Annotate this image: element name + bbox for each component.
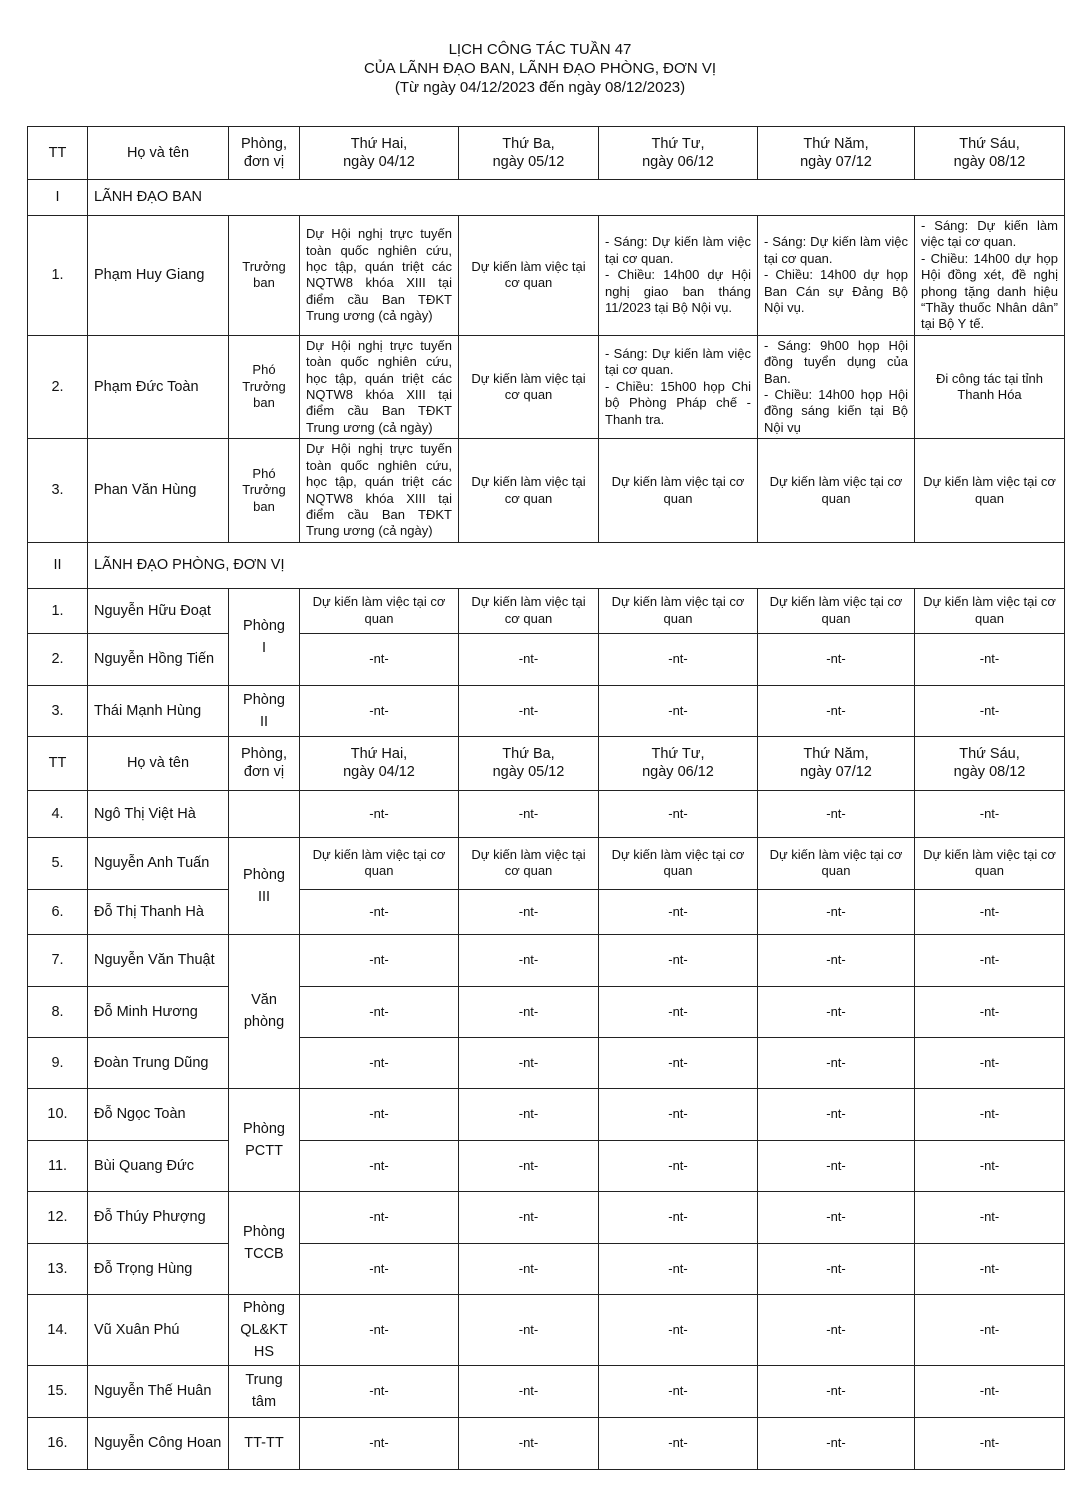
mon-schedule: -nt- (300, 790, 459, 837)
section-title: LÃNH ĐẠO PHÒNG, ĐƠN VỊ (88, 542, 1065, 588)
staff-row (28, 1417, 1065, 1469)
wed-schedule: -nt- (599, 1191, 758, 1243)
row-number: 6. (28, 889, 88, 934)
thu-schedule: -nt- (758, 1294, 915, 1365)
row-number: 1. (28, 216, 88, 336)
person-name: Đỗ Ngọc Toàn (88, 1088, 229, 1140)
tue-schedule: -nt- (459, 1191, 599, 1243)
staff-row (28, 1088, 1065, 1140)
mon-schedule: -nt- (300, 633, 459, 685)
thu-schedule: Dự kiến làm việc tại cơ quan (758, 588, 915, 633)
col-thu-header: Thứ Năm, ngày 07/12 (758, 127, 915, 180)
fri-schedule: -nt- (915, 1365, 1065, 1417)
fri-schedule: -nt- (915, 934, 1065, 986)
tue-schedule: Dự kiến làm việc tại cơ quan (459, 837, 599, 889)
staff-row (28, 790, 1065, 837)
staff-row (28, 1294, 1065, 1365)
person-name: Đỗ Minh Hương (88, 986, 229, 1037)
row-number: 13. (28, 1243, 88, 1294)
mon-schedule: -nt- (300, 934, 459, 986)
person-dept: Trung tâm (229, 1365, 300, 1417)
mon-schedule: Dự kiến làm việc tại cơ quan (300, 588, 459, 633)
thu-schedule: Dự kiến làm việc tại cơ quan (758, 439, 915, 542)
fri-schedule: Dự kiến làm việc tại cơ quan (915, 439, 1065, 542)
staff-row (28, 1365, 1065, 1417)
col-wed-header: Thứ Tư, ngày 06/12 (599, 127, 758, 180)
mon-schedule: -nt- (300, 1417, 459, 1469)
person-name: Đỗ Trọng Hùng (88, 1243, 229, 1294)
wed-schedule: -nt- (599, 934, 758, 986)
person-name: Bùi Quang Đức (88, 1140, 229, 1191)
row-number: 14. (28, 1294, 88, 1365)
tue-schedule: -nt- (459, 986, 599, 1037)
thu-schedule: -nt- (758, 1365, 915, 1417)
thu-schedule: -nt- (758, 685, 915, 736)
wed-schedule: - Sáng: Dự kiến làm việc tại cơ quan. - Chiều: 15h00 họp Chi bộ Phòng Pháp chế - Thanh tra. (599, 335, 758, 438)
wed-schedule: Dự kiến làm việc tại cơ quan (599, 439, 758, 542)
thu-schedule: -nt- (758, 1191, 915, 1243)
tue-schedule: -nt- (459, 1140, 599, 1191)
tue-schedule: -nt- (459, 1088, 599, 1140)
wed-schedule: -nt- (599, 790, 758, 837)
fri-schedule: -nt- (915, 889, 1065, 934)
staff-row (28, 588, 1065, 633)
mon-schedule: Dự Hội nghị trực tuyến toàn quốc nghiên cứu, học tập, quán triệt các NQTW8 khóa XIII tại điểm cầu Ban TĐKT Trung ương (cả ngày) (300, 335, 459, 438)
tue-schedule: -nt- (459, 934, 599, 986)
thu-schedule: - Sáng: 9h00 họp Hội đồng tuyển dụng của Ban. - Chiều: 14h00 họp Hội đồng sáng kiến tại Bộ Nội vụ (758, 335, 915, 438)
person-dept: Phòng III (229, 837, 300, 934)
mon-schedule: -nt- (300, 1191, 459, 1243)
wed-schedule: -nt- (599, 1417, 758, 1469)
fri-schedule: -nt- (915, 790, 1065, 837)
staff-row (28, 1191, 1065, 1243)
person-name: Nguyễn Hồng Tiến (88, 633, 229, 685)
wed-schedule: -nt- (599, 889, 758, 934)
tue-schedule: -nt- (459, 1037, 599, 1088)
staff-row (28, 1140, 1065, 1191)
row-number: 15. (28, 1365, 88, 1417)
row-number: 9. (28, 1037, 88, 1088)
leader-row (28, 439, 1065, 542)
person-dept: Phòng II (229, 685, 300, 736)
mon-schedule: -nt- (300, 1243, 459, 1294)
staff-row (28, 934, 1065, 986)
person-name: Đỗ Thúy Phượng (88, 1191, 229, 1243)
person-dept (229, 790, 300, 837)
mon-schedule: -nt- (300, 1365, 459, 1417)
fri-schedule: -nt- (915, 986, 1065, 1037)
thu-schedule: -nt- (758, 633, 915, 685)
mon-schedule: Dự Hội nghị trực tuyến toàn quốc nghiên cứu, học tập, quán triệt các NQTW8 khóa XIII tại điểm cầu Ban TĐKT Trung ương (cả ngày) (300, 216, 459, 336)
fri-schedule: Đi công tác tại tỉnh Thanh Hóa (915, 335, 1065, 438)
row-number: 16. (28, 1417, 88, 1469)
person-name: Đoàn Trung Dũng (88, 1037, 229, 1088)
thu-schedule: -nt- (758, 1037, 915, 1088)
person-name: Ngô Thị Việt Hà (88, 790, 229, 837)
section-row (28, 180, 1065, 216)
row-number: 3. (28, 439, 88, 542)
wed-schedule: -nt- (599, 633, 758, 685)
person-dept: Phòng QL&KT HS (229, 1294, 300, 1365)
person-dept: Phó Trưởng ban (229, 439, 300, 542)
row-number: 7. (28, 934, 88, 986)
person-name: Đỗ Thị Thanh Hà (88, 889, 229, 934)
mon-schedule: -nt- (300, 986, 459, 1037)
col-tue-header: Thứ Ba, ngày 05/12 (459, 736, 599, 790)
col-tt-header: TT (28, 736, 88, 790)
schedule-table (27, 126, 1065, 1470)
thu-schedule: -nt- (758, 986, 915, 1037)
mon-schedule: -nt- (300, 1294, 459, 1365)
fri-schedule: -nt- (915, 1088, 1065, 1140)
doc-subtitle: CỦA LÃNH ĐẠO BAN, LÃNH ĐẠO PHÒNG, ĐƠN VỊ (363, 60, 717, 77)
wed-schedule: -nt- (599, 685, 758, 736)
person-name: Phạm Huy Giang (88, 216, 229, 336)
wed-schedule: - Sáng: Dự kiến làm việc tại cơ quan. - Chiều: 14h00 dự Hội nghị giao ban tháng 11/2023 tại Bộ Nội vụ. (599, 216, 758, 336)
mon-schedule: Dự Hội nghị trực tuyến toàn quốc nghiên cứu, học tập, quán triệt các NQTW8 khóa XIII tại điểm cầu Ban TĐKT Trung ương (cả ngày) (300, 439, 459, 542)
tue-schedule: -nt- (459, 1365, 599, 1417)
tue-schedule: -nt- (459, 889, 599, 934)
person-dept: Phòng TCCB (229, 1191, 300, 1294)
section-row (28, 542, 1065, 588)
col-name-header: Họ và tên (88, 736, 229, 790)
wed-schedule: -nt- (599, 1365, 758, 1417)
staff-row (28, 633, 1065, 685)
wed-schedule: Dự kiến làm việc tại cơ quan (599, 837, 758, 889)
fri-schedule: -nt- (915, 1140, 1065, 1191)
person-dept: Văn phòng (229, 934, 300, 1088)
thu-schedule: -nt- (758, 790, 915, 837)
person-dept: Phó Trưởng ban (229, 335, 300, 438)
fri-schedule: -nt- (915, 1417, 1065, 1469)
wed-schedule: -nt- (599, 1088, 758, 1140)
fri-schedule: -nt- (915, 1243, 1065, 1294)
tue-schedule: Dự kiến làm việc tại cơ quan (459, 588, 599, 633)
row-number: 4. (28, 790, 88, 837)
tue-schedule: -nt- (459, 685, 599, 736)
tue-schedule: -nt- (459, 1417, 599, 1469)
row-number: 2. (28, 335, 88, 438)
fri-schedule: Dự kiến làm việc tại cơ quan (915, 837, 1065, 889)
staff-row (28, 837, 1065, 889)
fri-schedule: -nt- (915, 1294, 1065, 1365)
col-name-header: Họ và tên (88, 127, 229, 180)
person-name: Nguyễn Công Hoan (88, 1417, 229, 1469)
row-number: 12. (28, 1191, 88, 1243)
mon-schedule: -nt- (300, 1037, 459, 1088)
mon-schedule: -nt- (300, 685, 459, 736)
thu-schedule: -nt- (758, 889, 915, 934)
person-name: Nguyễn Hữu Đoạt (88, 588, 229, 633)
person-name: Nguyễn Anh Tuấn (88, 837, 229, 889)
staff-row (28, 1243, 1065, 1294)
person-name: Phan Văn Hùng (88, 439, 229, 542)
doc-title: LỊCH CÔNG TÁC TUẦN 47 (448, 41, 632, 58)
col-mon-header: Thứ Hai, ngày 04/12 (300, 736, 459, 790)
thu-schedule: -nt- (758, 1140, 915, 1191)
row-number: 8. (28, 986, 88, 1037)
thu-schedule: - Sáng: Dự kiến làm việc tại cơ quan. - Chiều: 14h00 dự họp Ban Cán sự Đảng Bộ Nội vụ. (758, 216, 915, 336)
person-name: Thái Mạnh Hùng (88, 685, 229, 736)
col-dept-header: Phòng, đơn vị (229, 736, 300, 790)
section-number: II (28, 542, 88, 588)
person-name: Phạm Đức Toàn (88, 335, 229, 438)
col-fri-header: Thứ Sáu, ngày 08/12 (915, 736, 1065, 790)
thu-schedule: -nt- (758, 934, 915, 986)
tue-schedule: -nt- (459, 1294, 599, 1365)
leader-row (28, 216, 1065, 336)
person-name: Nguyễn Văn Thuật (88, 934, 229, 986)
col-wed-header: Thứ Tư, ngày 06/12 (599, 736, 758, 790)
row-number: 11. (28, 1140, 88, 1191)
staff-row (28, 1037, 1065, 1088)
tue-schedule: -nt- (459, 790, 599, 837)
header-row (28, 127, 1065, 180)
staff-row (28, 685, 1065, 736)
fri-schedule: -nt- (915, 685, 1065, 736)
wed-schedule: -nt- (599, 1140, 758, 1191)
fri-schedule: Dự kiến làm việc tại cơ quan (915, 588, 1065, 633)
section-title: LÃNH ĐẠO BAN (88, 180, 1065, 216)
wed-schedule: -nt- (599, 1243, 758, 1294)
staff-row (28, 889, 1065, 934)
fri-schedule: -nt- (915, 1037, 1065, 1088)
wed-schedule: -nt- (599, 986, 758, 1037)
leader-row (28, 335, 1065, 438)
mon-schedule: -nt- (300, 889, 459, 934)
person-name: Nguyễn Thế Huân (88, 1365, 229, 1417)
row-number: 5. (28, 837, 88, 889)
col-dept-header: Phòng, đơn vị (229, 127, 300, 180)
col-thu-header: Thứ Năm, ngày 07/12 (758, 736, 915, 790)
wed-schedule: -nt- (599, 1294, 758, 1365)
col-mon-header: Thứ Hai, ngày 04/12 (300, 127, 459, 180)
mon-schedule: -nt- (300, 1140, 459, 1191)
fri-schedule: -nt- (915, 633, 1065, 685)
tue-schedule: Dự kiến làm việc tại cơ quan (459, 439, 599, 542)
person-dept: Phòng PCTT (229, 1088, 300, 1191)
row-number: 1. (28, 588, 88, 633)
thu-schedule: -nt- (758, 1088, 915, 1140)
wed-schedule: Dự kiến làm việc tại cơ quan (599, 588, 758, 633)
person-name: Vũ Xuân Phú (88, 1294, 229, 1365)
mon-schedule: -nt- (300, 1088, 459, 1140)
document-header (0, 40, 1080, 97)
thu-schedule: -nt- (758, 1417, 915, 1469)
person-dept: Phòng I (229, 588, 300, 685)
staff-row (28, 986, 1065, 1037)
fri-schedule: -nt- (915, 1191, 1065, 1243)
tue-schedule: Dự kiến làm việc tại cơ quan (459, 335, 599, 438)
doc-date-range: (Từ ngày 04/12/2023 đến ngày 08/12/2023) (394, 79, 686, 96)
tue-schedule: -nt- (459, 633, 599, 685)
col-tt-header: TT (28, 127, 88, 180)
col-fri-header: Thứ Sáu, ngày 08/12 (915, 127, 1065, 180)
row-number: 3. (28, 685, 88, 736)
tue-schedule: Dự kiến làm việc tại cơ quan (459, 216, 599, 336)
mon-schedule: Dự kiến làm việc tại cơ quan (300, 837, 459, 889)
col-tue-header: Thứ Ba, ngày 05/12 (459, 127, 599, 180)
person-dept: TT-TT (229, 1417, 300, 1469)
section-number: I (28, 180, 88, 216)
tue-schedule: -nt- (459, 1243, 599, 1294)
thu-schedule: Dự kiến làm việc tại cơ quan (758, 837, 915, 889)
row-number: 2. (28, 633, 88, 685)
person-dept: Trưởng ban (229, 216, 300, 336)
wed-schedule: -nt- (599, 1037, 758, 1088)
row-number: 10. (28, 1088, 88, 1140)
fri-schedule: - Sáng: Dự kiến làm việc tại cơ quan. - Chiều: 14h00 dự họp Hội đồng xét, đề nghị phong tặng danh hiệu “Thầy thuốc Nhân dân” tại Bộ Y tế. (915, 216, 1065, 336)
header-row (28, 736, 1065, 790)
thu-schedule: -nt- (758, 1243, 915, 1294)
